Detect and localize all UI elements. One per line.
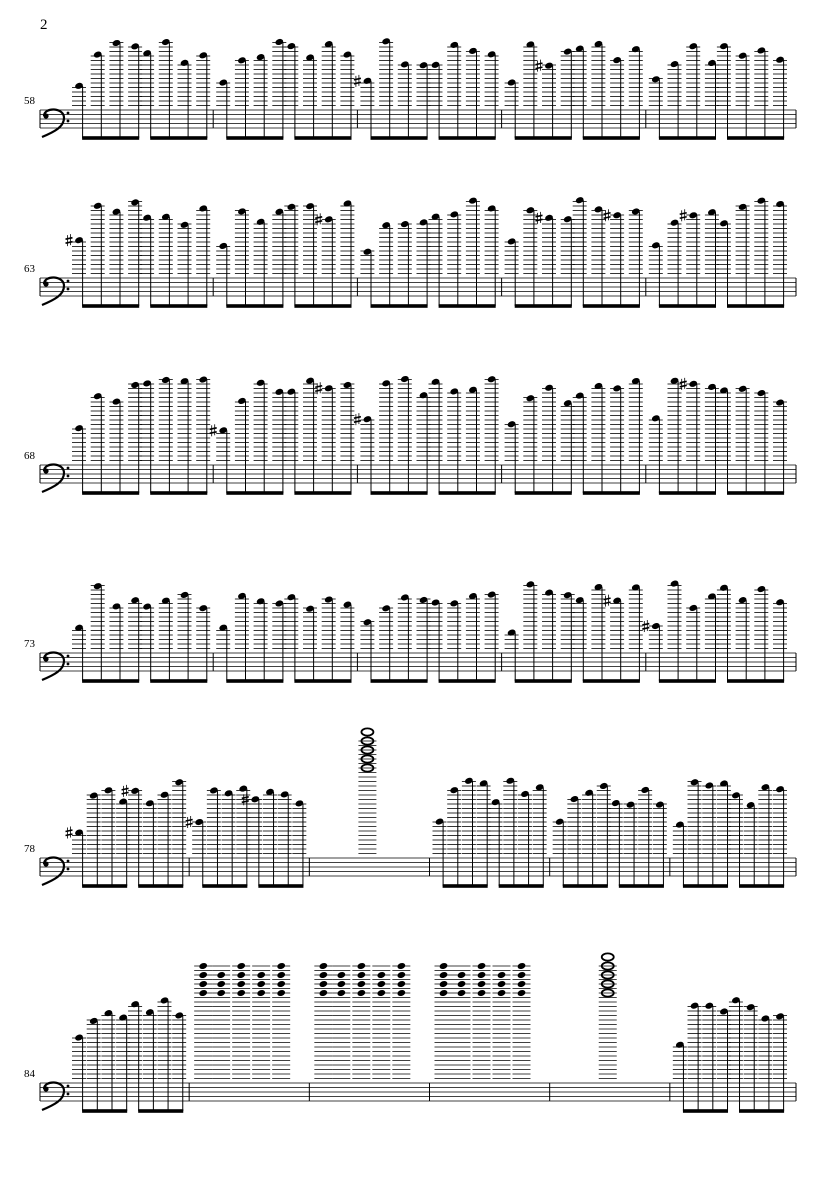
measure [72,582,210,683]
staff-system [24,579,796,682]
measure [360,590,498,682]
measure-number: 58 [24,95,35,107]
measure [505,196,643,308]
measure [505,40,643,140]
measure [354,37,499,140]
measure-number: 78 [24,843,35,855]
staff-system [24,196,796,308]
staff-system [24,728,796,887]
measure [216,38,354,140]
measure [194,962,290,1079]
staff-system [24,37,796,140]
page-number: 2 [40,17,48,33]
measure [210,377,355,495]
measure [505,580,643,683]
measure [72,375,210,494]
measure [72,38,210,140]
measure [72,996,186,1112]
measure-number: 68 [24,450,35,462]
measure [186,785,307,888]
staff-system [24,375,796,495]
measure [314,962,410,1079]
measure-number: 73 [24,638,35,650]
measure [642,579,787,682]
measure-number: 63 [24,263,35,275]
measure [673,996,787,1113]
measure [354,375,499,495]
staff-system [24,953,796,1112]
measure [505,377,643,495]
measure [553,782,667,888]
measure-number: 84 [24,1068,35,1080]
measure [649,42,787,140]
measure [649,377,787,495]
measure [358,728,376,853]
measure [435,962,531,1079]
measure [599,953,617,1078]
measure [216,592,354,683]
